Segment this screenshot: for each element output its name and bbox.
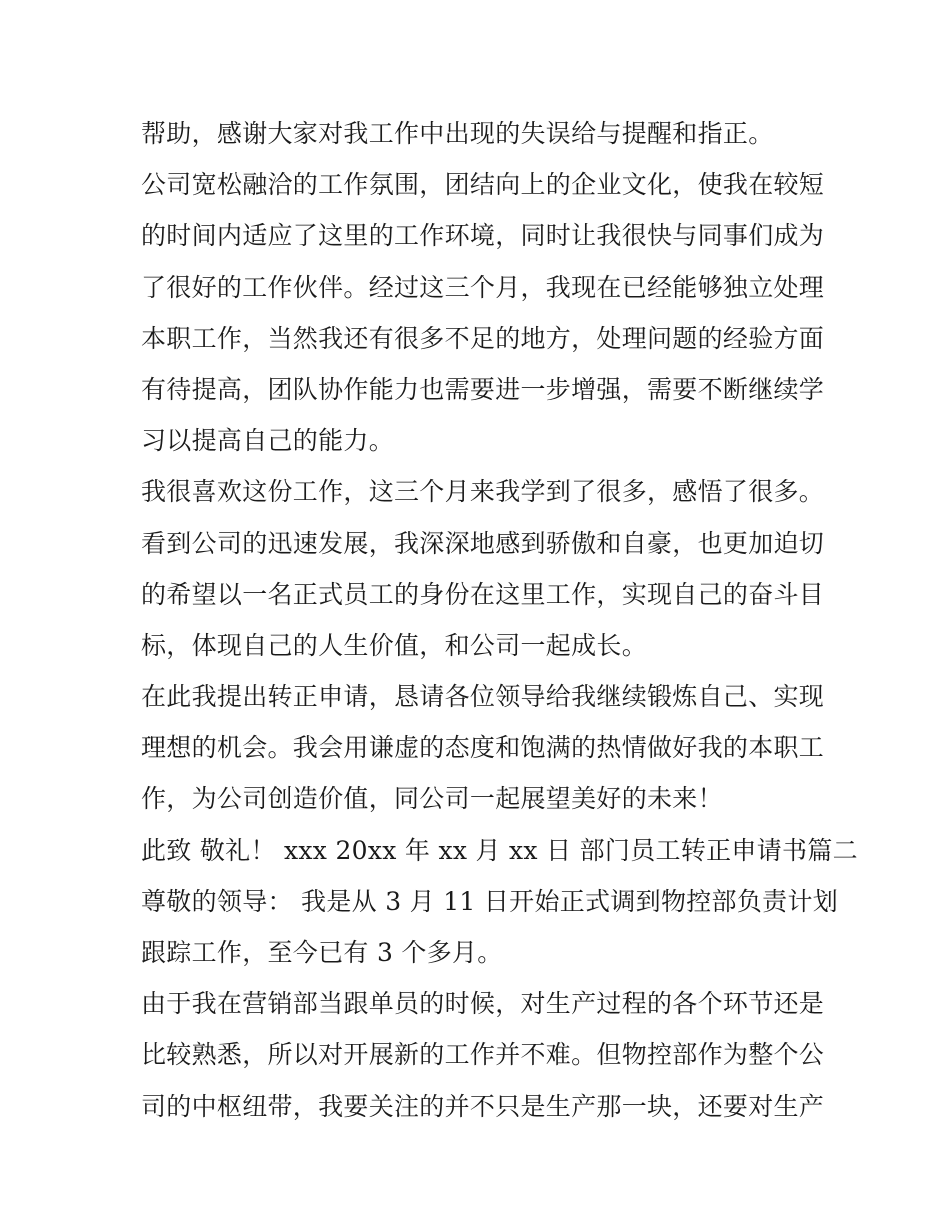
document-body xyxy=(141,108,858,1132)
text-line: 此致 敬礼！ xxx 20xx 年 xx 月 xx 日 部门员工转正申请书篇二 xyxy=(141,835,858,865)
text-line: 比较熟悉，所以对开展新的工作并不难。但物控部作为整个公 xyxy=(141,1040,825,1070)
text-line: 理想的机会。我会用谦虚的态度和饱满的热情做好我的本职工 xyxy=(141,733,825,763)
text-line: 司的中枢纽带，我要关注的并不只是生产那一块，还要对生产 xyxy=(141,1091,825,1121)
text-line: 帮助，感谢大家对我工作中出现的失误给与提醒和指正。 xyxy=(141,119,774,148)
text-line: 习以提高自己的能力。 xyxy=(141,426,395,456)
text-line: 了很好的工作伙伴。经过这三个月，我现在已经能够独立处理 xyxy=(141,272,825,302)
text-line: 跟踪工作，至今已有 3 个多月。 xyxy=(141,938,503,967)
text-line: 本职工作，当然我还有很多不足的地方，处理问题的经验方面 xyxy=(141,323,825,353)
text-line: 标，体现自己的人生价值，和公司一起成长。 xyxy=(141,630,648,660)
text-line: 作，为公司创造价值，同公司一起展望美好的未来！ xyxy=(141,784,723,814)
text-line: 尊敬的领导： 我是从 3 月 11 日开始正式调到物控部负责计划 xyxy=(141,886,839,916)
text-line: 公司宽松融洽的工作氛围，团结向上的企业文化，使我在较短 xyxy=(141,170,825,200)
text-line: 的时间内适应了这里的工作环境，同时让我很快与同事们成为 xyxy=(141,221,825,251)
text-line: 我很喜欢这份工作，这三个月来我学到了很多，感悟了很多。 xyxy=(141,477,825,507)
text-line: 的希望以一名正式员工的身份在这里工作，实现自己的奋斗目 xyxy=(141,579,825,609)
text-line: 在此我提出转正申请，恳请各位领导给我继续锻炼自己、实现 xyxy=(141,682,825,712)
text-line: 有待提高，团队协作能力也需要进一步增强，需要不断继续学 xyxy=(141,374,825,404)
text-line: 看到公司的迅速发展，我深深地感到骄傲和自豪，也更加迫切 xyxy=(141,528,825,558)
text-line: 由于我在营销部当跟单员的时候，对生产过程的各个环节还是 xyxy=(141,989,825,1019)
